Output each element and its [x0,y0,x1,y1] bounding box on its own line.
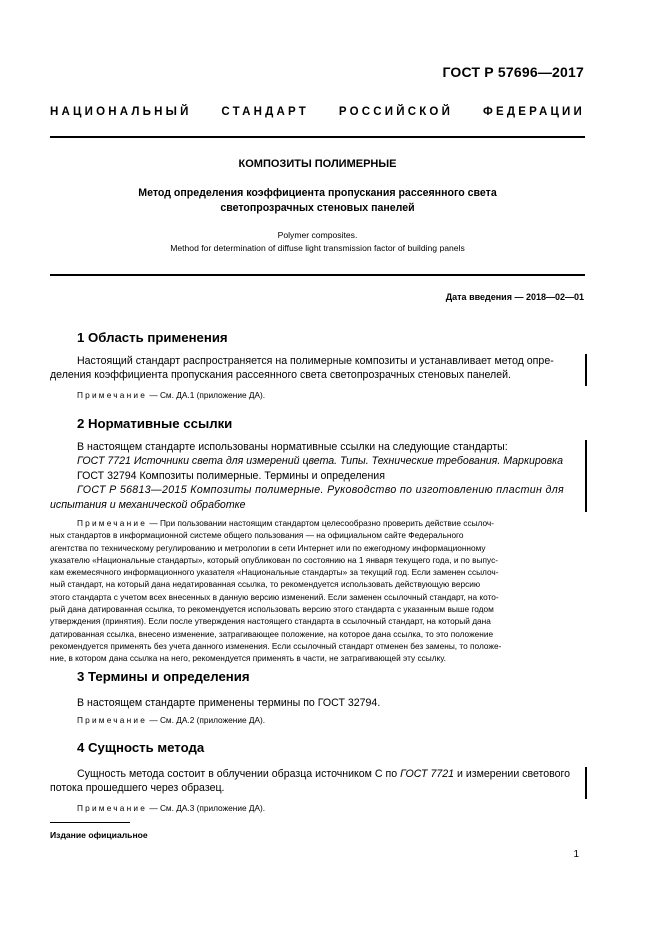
note-text: — См. ДА.1 (приложение ДА). [147,390,266,400]
section-2-note [50,517,581,665]
note-line: датированная ссылка, внесено изменение, затрагивающее положение, на которое дана ссылка, то это положение [50,628,494,639]
document-code: ГОСТ Р 57696—2017 [442,64,584,80]
note-label: Примечание [77,715,148,725]
note-line: утверждения (принятия). Если после утверждения настоящего стандарта в ссылочный стандарт, на который дана [50,616,491,627]
note-text: — См. ДА.3 (приложение ДА). [147,803,266,813]
section-1-heading: 1 Область применения [77,330,228,345]
section-2-references [50,440,581,512]
subtitle-line-2: светопрозрачных стеновых панелей [220,202,415,214]
footer-rule [50,822,130,823]
note-text: — См. ДА.2 (приложение ДА). [147,715,266,725]
title-rule [50,274,585,276]
section-4-note [77,802,581,814]
official-edition-label: Издание официальное [50,830,148,840]
section-4-heading: 4 Сущность метода [77,740,205,755]
section-4-text: и измерении светового [454,768,571,780]
note-line: кам ежемесячного информационного указателя «Национальные стандарты» за текущий год. Если заменен ссылоч- [50,567,499,578]
note-line: указателю «Национальные стандарты», который опубликован по состоянию на 1 января текущего года, и по выпус- [50,554,499,565]
section-4-paragraph [50,767,581,796]
note-line: агентства по техническому регулированию и метрологии в сети Интернет или по ежегодному информационному [50,542,486,553]
change-bar [585,767,587,799]
section-4-text: Сущность метода состоит в облучении образца источником С по [77,768,401,780]
section-1-line-2: деления коэффициента пропускания рассеянного света светопрозрачных стеновых панелей. [50,369,511,382]
national-standard-banner: НАЦИОНАЛЬНЫЙ СТАНДАРТ РОССИЙСКОЙ ФЕДЕРАЦИИ [50,106,585,118]
section-1-paragraph [50,354,581,383]
note-line: ных стандартов в информационной системе общего пользования — на официальном сайте Федерального [50,530,464,541]
note-label: Примечание [77,518,148,528]
note-line: рый дана датированная ссылка, то рекомендуется использовать версию этого стандарта с указанным выше годом [50,604,494,615]
section-3-note [77,714,581,726]
section-3-heading: 3 Термины и определения [77,669,250,684]
introduction-date: Дата введения — 2018—02—01 [445,292,584,302]
note-label: Примечание [77,803,148,813]
reference-gost-7721-inline: ГОСТ 7721 [400,768,455,780]
reference-gost-32794: ГОСТ 32794 Композиты полимерные. Термины и определения [77,469,385,482]
reference-gost-7721: ГОСТ 7721 Источники света для измерений цвета. Типы. Технические требования. Маркировка [77,455,564,468]
section-1-note [77,389,581,401]
standard-subtitle [50,186,585,216]
note-line: ный стандарт, на который дана недатированная ссылка, то рекомендуется использовать действующую версию [50,579,481,590]
note-line: ние, в котором дана ссылка на него, рекомендуется применять в части, не затрагивающей эту ссылку. [50,653,446,664]
note-line: этого стандарта с учетом всех внесенных в данную версию изменений. Если заменен ссылочный стандарт, на кото- [50,591,499,602]
note-line: — При пользовании настоящим стандартом целесообразно проверить действие ссылоч- [147,518,495,528]
note-line: рекомендуется применять без учета данного изменения. Если ссылочный стандарт отменен без замены, то положе- [50,640,502,651]
section-2-heading: 2 Нормативные ссылки [77,416,233,431]
change-bar [585,440,587,512]
section-4-line-2: потока прошедшего через образец. [50,782,225,795]
section-2-intro: В настоящем стандарте использованы нормативные ссылки на следующие стандарты: [77,441,508,453]
english-title [50,229,585,255]
header-rule [50,136,585,138]
standard-title: КОМПОЗИТЫ ПОЛИМЕРНЫЕ [238,158,397,170]
page-number: 1 [573,849,579,860]
section-1-line-1: Настоящий стандарт распространяется на полимерные композиты и устанавливает метод опре- [77,355,554,367]
reference-gost-r-56813: ГОСТ Р 56813—2015 Композиты полимерные. Руководство по изготовлению пластин для [77,484,565,497]
section-3-paragraph: В настоящем стандарте применены термины по ГОСТ 32794. [77,697,381,709]
reference-gost-r-56813-cont: испытания и механической обработке [50,498,246,511]
subtitle-line-1: Метод определения коэффициента пропускания рассеянного света [138,187,497,199]
english-title-line-1: Polymer composites. [277,230,358,240]
english-title-line-2: Method for determination of diffuse light transmission factor of building panels [170,243,465,253]
note-label: Примечание [77,390,148,400]
change-bar [585,354,587,386]
